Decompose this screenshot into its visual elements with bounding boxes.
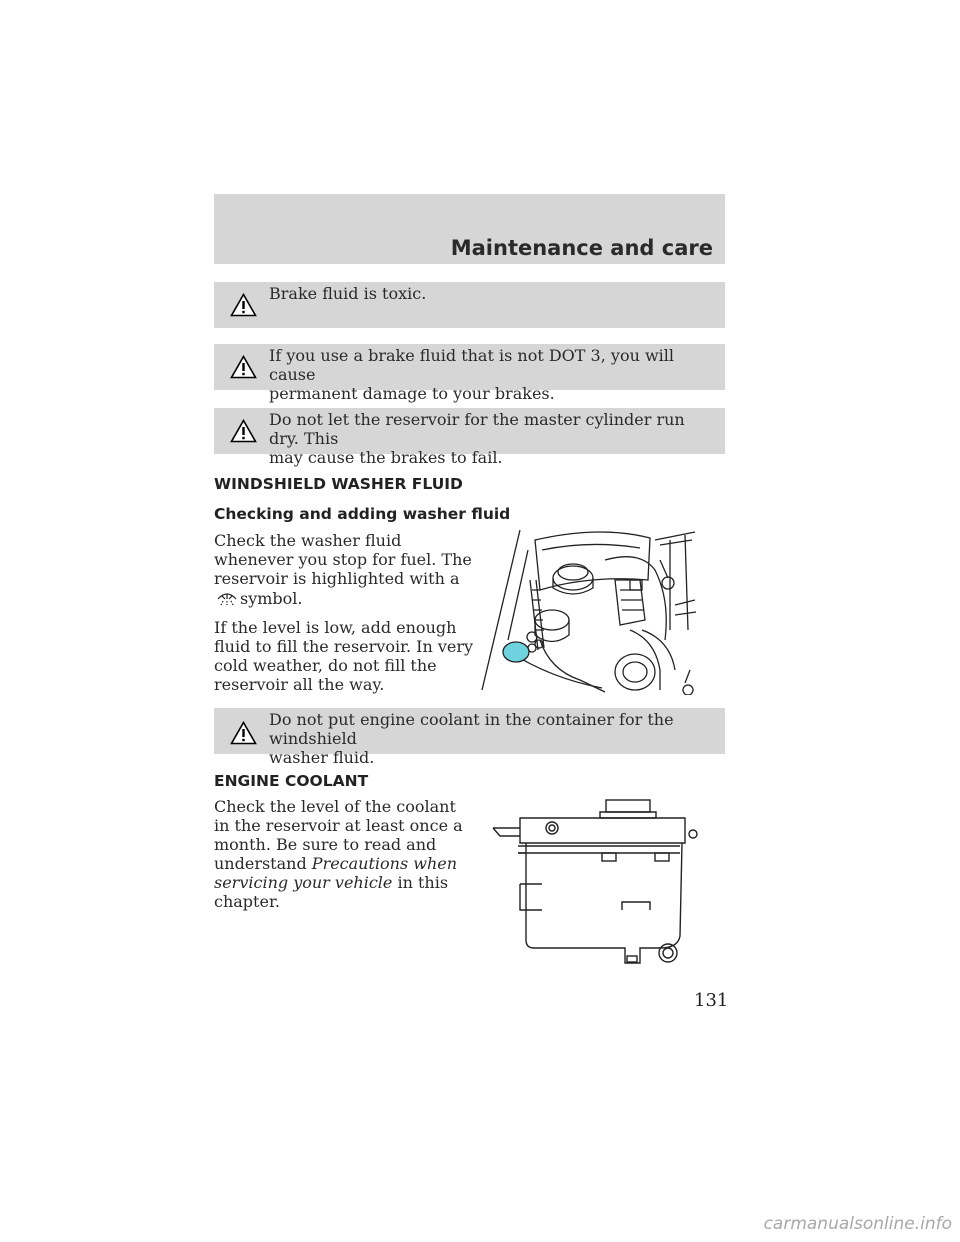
washer-text: symbol.: [240, 589, 303, 608]
warning-line: permanent damage to your brakes.: [269, 384, 555, 403]
engine-compartment-illustration: [480, 520, 700, 695]
warning-text: [269, 710, 705, 767]
washer-paragraph-2: If the level is low, add enough fluid to fill the reservoir. In very cold weather, do not fill the reservoir all the way.: [214, 618, 474, 694]
warning-line: Do not put engine coolant in the container for the windshield: [269, 710, 674, 748]
warning-text: [269, 346, 705, 403]
washer-body: [214, 531, 482, 704]
warning-triangle-icon: [230, 293, 257, 317]
page-number: 131: [694, 990, 729, 1011]
coolant-paragraph: [214, 797, 469, 911]
page-title: Maintenance and care: [450, 236, 713, 260]
warning-line: Do not let the reservoir for the master cylinder run dry. This: [269, 410, 685, 448]
washer-paragraph-1: [214, 531, 482, 608]
coolant-text: in this chapter.: [214, 873, 449, 911]
coolant-text: Check the level of the coolant in the reservoir at least once a month. Be sure to read and understand: [214, 797, 463, 873]
header-band: [214, 194, 725, 264]
coolant-reservoir-illustration: [490, 798, 705, 973]
warning-text: Brake fluid is toxic.: [269, 284, 427, 303]
warning-line: washer fluid.: [269, 748, 375, 767]
section-heading-coolant: ENGINE COOLANT: [214, 772, 369, 790]
coolant-body: [214, 797, 469, 921]
warning-line: may cause the brakes to fail.: [269, 448, 503, 467]
warning-triangle-icon: [230, 419, 257, 443]
warning-box-4: [214, 708, 725, 767]
subheading-washer: Checking and adding washer fluid: [214, 505, 511, 523]
section-heading-washer: WINDSHIELD WASHER FLUID: [214, 475, 463, 493]
warning-triangle-icon: [230, 355, 257, 379]
warning-box-3: [214, 408, 725, 467]
warning-triangle-icon: [230, 721, 257, 745]
coolant-italic-reference: Precautions when servicing your vehicle: [214, 854, 458, 892]
footer-watermark: carmanualsonline.info: [763, 1214, 952, 1234]
warning-text: [269, 410, 705, 467]
washer-fluid-symbol-icon: [216, 588, 238, 607]
warning-box-2: [214, 344, 725, 403]
washer-text: Check the washer fluid whenever you stop for fuel. The reservoir is highlighted with a: [214, 531, 472, 588]
warning-box-1: [214, 282, 725, 328]
warning-line: If you use a brake fluid that is not DOT 3, you will cause: [269, 346, 675, 384]
